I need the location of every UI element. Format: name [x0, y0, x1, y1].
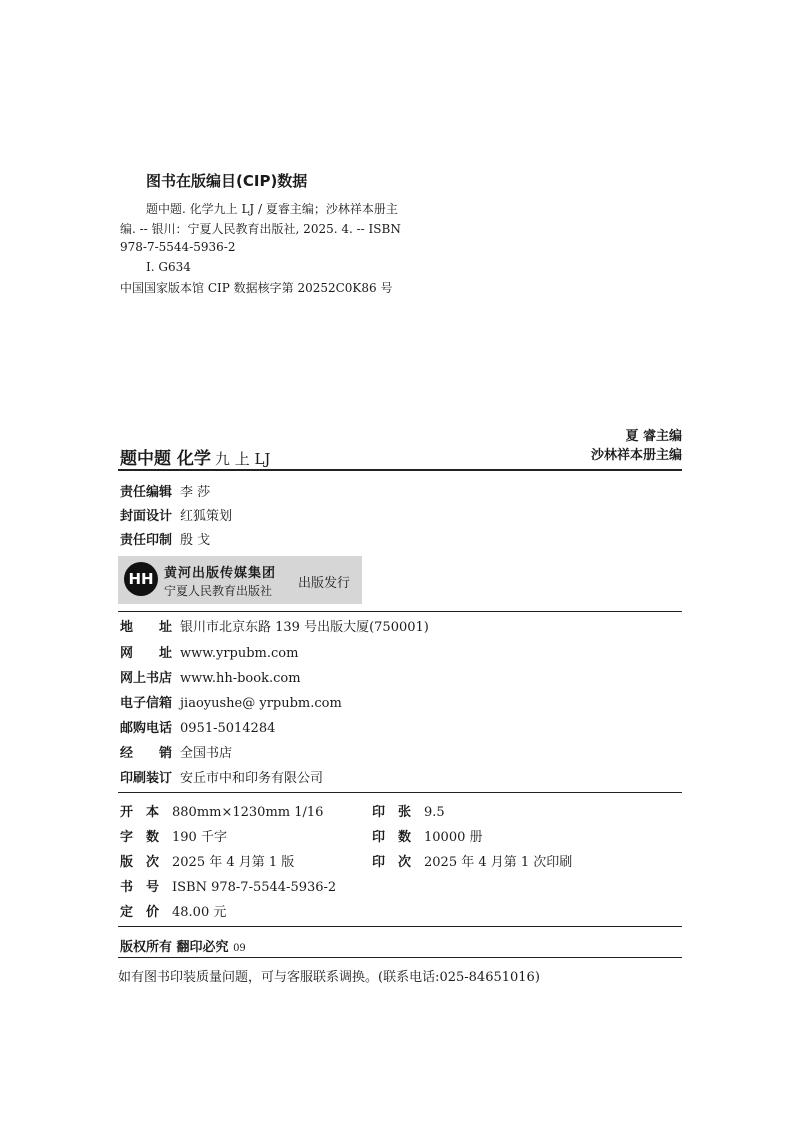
publisher-issue-label: 出版发行	[298, 576, 351, 591]
divider	[118, 611, 682, 612]
spec-row	[120, 801, 323, 820]
book-title	[120, 444, 270, 469]
copyright-code: 09	[233, 943, 246, 954]
spec-row	[120, 851, 294, 870]
spec-value: ISBN 978-7-5544-5936-2	[172, 880, 337, 895]
info-row	[120, 717, 275, 736]
staff-row	[120, 481, 210, 500]
spec-row	[372, 801, 445, 820]
editor-volume: 沙林祥本册主编	[590, 448, 682, 463]
cip-line-5: 中国国家版本馆 CIP 数据核字第 20252C0K86 号	[120, 281, 393, 295]
spec-value: 190 千字	[172, 830, 227, 845]
info-label: 邮购电话	[120, 721, 173, 736]
cip-line-2: 编. -- 银川：宁夏人民教育出版社, 2025. 4. -- ISBN	[120, 222, 401, 236]
staff-label: 责任编辑	[120, 485, 173, 500]
staff-value: 殷 戈	[180, 533, 211, 548]
divider	[118, 957, 682, 958]
spec-row	[372, 851, 572, 870]
spec-value: 880mm×1230mm 1/16	[172, 805, 324, 820]
cip-line-3: 978-7-5544-5936-2	[120, 240, 236, 254]
info-row	[120, 692, 342, 711]
staff-value: 李 莎	[180, 485, 211, 500]
info-value: jiaoyushe@ yrpubm.com	[180, 696, 342, 711]
divider	[118, 469, 682, 471]
spec-row	[120, 876, 336, 895]
info-value: 0951-5014284	[180, 721, 276, 736]
publisher-group-name: 黄河出版传媒集团	[164, 566, 277, 581]
info-label: 网上书店	[120, 671, 173, 686]
spec-label: 版 次	[120, 855, 160, 870]
spec-label: 印 次	[372, 855, 412, 870]
info-row	[120, 642, 298, 661]
info-row	[120, 616, 429, 635]
spec-value: 48.00 元	[172, 905, 227, 920]
info-label: 电子信箱	[120, 696, 173, 711]
spec-value: 2025 年 4 月第 1 版	[172, 855, 295, 870]
spec-label: 书 号	[120, 880, 160, 895]
book-title-sub: 九 上 LJ	[214, 450, 271, 468]
copyright	[120, 936, 246, 955]
info-row	[120, 742, 232, 761]
info-label: 经 销	[120, 746, 173, 761]
spec-label: 印 数	[372, 830, 412, 845]
cip-title: 图书在版编目(CIP)数据	[146, 172, 308, 190]
publisher-logo-icon: HH	[124, 562, 158, 596]
spec-label: 印 张	[372, 805, 412, 820]
spec-value: 9.5	[424, 805, 445, 820]
publisher-logo-banner	[118, 556, 362, 604]
info-row	[120, 767, 323, 786]
spec-row	[372, 826, 483, 845]
info-value: 银川市北京东路 139 号出版大厦(750001)	[180, 620, 429, 635]
quality-notice: 如有图书印装质量问题，可与客服联系调换。(联系电话:025-84651016)	[118, 970, 540, 985]
staff-value: 红狐策划	[180, 509, 233, 524]
publisher-press-name: 宁夏人民教育出版社	[164, 584, 273, 598]
info-value: www.hh-book.com	[180, 671, 301, 686]
info-value: www.yrpubm.com	[180, 646, 299, 661]
info-label: 网 址	[120, 646, 173, 661]
cip-line-1: 题中题. 化学九上 LJ / 夏睿主编；沙林祥本册主	[146, 202, 398, 216]
divider	[118, 792, 682, 793]
staff-label: 封面设计	[120, 509, 173, 524]
copyright-text: 版权所有 翻印必究	[120, 940, 229, 955]
spec-label: 开 本	[120, 805, 160, 820]
spec-label: 字 数	[120, 830, 160, 845]
spec-value: 2025 年 4 月第 1 次印刷	[424, 855, 573, 870]
book-title-main: 题中题 化学	[120, 449, 211, 469]
spec-row	[120, 826, 227, 845]
info-value: 全国书店	[180, 746, 233, 761]
info-value: 安丘市中和印务有限公司	[180, 771, 324, 786]
editor-primary: 夏 睿主编	[625, 429, 682, 444]
divider	[118, 926, 682, 927]
info-label: 地 址	[120, 620, 173, 635]
staff-row	[120, 505, 232, 524]
spec-row	[120, 901, 226, 920]
staff-row	[120, 529, 210, 548]
staff-label: 责任印制	[120, 533, 173, 548]
info-label: 印刷装订	[120, 771, 173, 786]
editors	[591, 427, 682, 465]
cip-line-4: Ⅰ. G634	[146, 260, 191, 274]
info-row	[120, 667, 301, 686]
spec-label: 定 价	[120, 905, 160, 920]
spec-value: 10000 册	[424, 830, 483, 845]
